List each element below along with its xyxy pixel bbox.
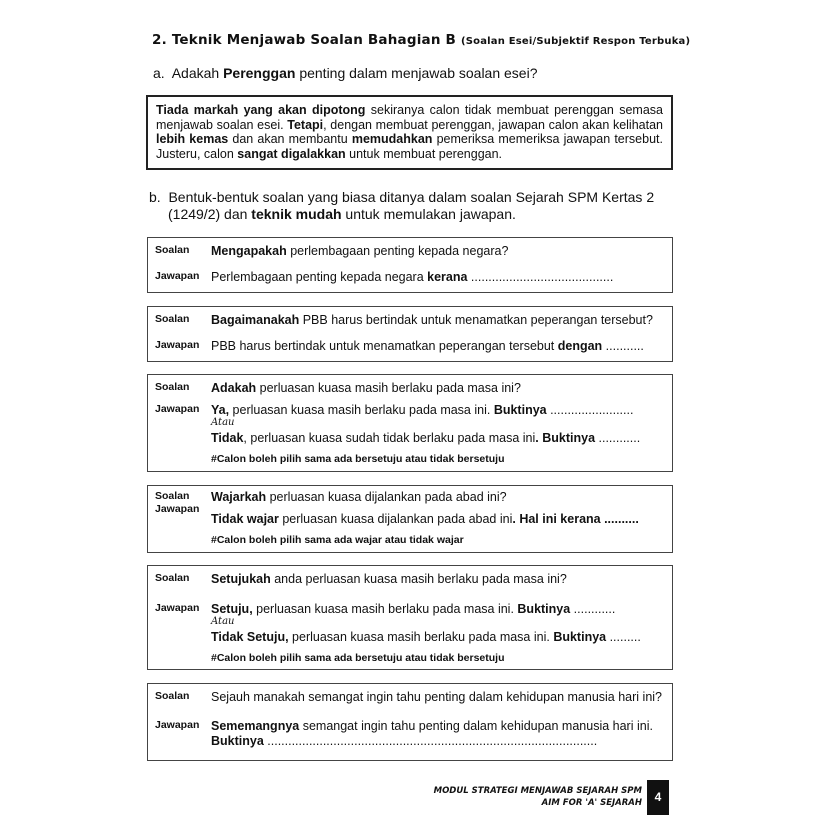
answer-a-s4: , dengan membuat perenggan, jawapan calon akan kelihatan xyxy=(323,117,663,132)
answer-a-s6: dan akan membantu xyxy=(228,132,352,146)
jawapan-label: Jawapan xyxy=(155,339,200,351)
qa-box-4 xyxy=(147,485,673,553)
soalan-label: Soalan xyxy=(155,572,190,584)
a1-dots: ........................ xyxy=(546,403,634,417)
answer-a-s3: Tetapi xyxy=(287,117,324,132)
a2-dots: ............ xyxy=(595,431,641,445)
soalan-label: Soalan xyxy=(155,244,190,256)
answer-text xyxy=(211,270,613,284)
soalan-label: Soalan xyxy=(155,490,190,502)
footer-module-title: MODUL STRATEGI MENJAWAB SEJARAH SPM xyxy=(433,786,642,796)
answer-bold: kerana xyxy=(427,270,468,284)
answer-bold: dengan xyxy=(557,339,603,353)
answer-bold-2: Buktinya xyxy=(211,734,264,748)
qa-box-5 xyxy=(147,565,673,670)
question-rest: perluasan kuasa masih berlaku pada masa ini? xyxy=(256,381,521,395)
question-text xyxy=(211,313,653,327)
question-rest: anda perluasan kuasa masih berlaku pada masa ini? xyxy=(270,572,567,586)
section-heading-main: 2. Teknik Menjawab Soalan Bahagian B xyxy=(152,32,457,48)
part-b-question xyxy=(149,189,654,206)
part-b-l2a: (1249/2) dan xyxy=(168,206,252,222)
answer-text xyxy=(211,339,644,353)
answer-rest: Perlembagaan penting kepada negara xyxy=(211,270,428,284)
soalan-label: Soalan xyxy=(155,381,190,393)
question-text xyxy=(211,572,567,586)
atau-label: Atau xyxy=(211,616,235,627)
part-b-l2b: teknik mudah xyxy=(251,206,342,222)
answer-rest: semangat ingin tahu penting dalam kehidupan manusia hari ini. xyxy=(299,719,653,733)
jawapan-label: Jawapan xyxy=(155,719,200,731)
soalan-label: Soalan xyxy=(155,313,190,325)
question-text xyxy=(211,244,508,258)
answer-a-s1: Tiada markah yang akan dipotong xyxy=(156,103,366,117)
answer-text xyxy=(211,512,639,526)
answer-a-box xyxy=(146,95,673,170)
a2-rest: , perluasan kuasa sudah tidak berlaku pada masa ini xyxy=(243,431,536,445)
soalan-label: Soalan xyxy=(155,690,190,702)
qa-box-6 xyxy=(147,683,673,761)
candidate-note: #Calon boleh pilih sama ada bersetuju atau tidak bersetuju xyxy=(211,652,505,664)
part-b-l2c: untuk memulakan jawapan. xyxy=(341,206,516,222)
part-a-prefix: a. xyxy=(153,65,165,81)
question-text xyxy=(211,490,507,504)
part-a-text-1: Adakah xyxy=(171,65,224,81)
a1-rest: perluasan kuasa masih berlaku pada masa ini. xyxy=(229,403,494,417)
part-a-bold: Perenggan xyxy=(223,65,296,81)
question-rest: perlembagaan penting kepada negara? xyxy=(286,244,509,258)
qa-box-2 xyxy=(147,306,673,362)
footer-tagline: AIM FOR 'A' SEJARAH xyxy=(541,798,642,808)
a1-bold2: Buktinya xyxy=(493,403,547,417)
answer-dots: ........... xyxy=(602,339,644,353)
part-a-question xyxy=(153,65,537,82)
a2-bold2: Buktinya xyxy=(553,630,607,644)
jawapan-label: Jawapan xyxy=(155,503,200,515)
question-bold: Setujukah xyxy=(211,572,271,586)
a2-rest: perluasan kuasa masih berlaku pada masa ini. xyxy=(288,630,554,644)
question-bold: Bagaimanakah xyxy=(211,313,300,327)
answer-a-s5: lebih kemas xyxy=(156,132,229,146)
question-bold: Adakah xyxy=(211,381,257,395)
question-text: Sejauh manakah semangat ingin tahu penting dalam kehidupan manusia hari ini? xyxy=(211,690,663,704)
answer-a-s9: sangat digalakkan xyxy=(237,146,346,161)
part-b-question-line2 xyxy=(168,206,516,223)
jawapan-label: Jawapan xyxy=(155,270,200,282)
a2-bold: Tidak xyxy=(211,431,244,445)
a1-bold: Setuju, xyxy=(211,602,253,616)
answer-a-s7: memudahkan xyxy=(351,132,433,146)
a2-bold2: . Buktinya xyxy=(535,431,596,445)
question-text xyxy=(211,381,521,395)
a1-rest: perluasan kuasa masih berlaku pada masa ini. xyxy=(252,602,518,616)
answer-option-2 xyxy=(211,630,641,644)
answer-option-1 xyxy=(211,403,633,417)
answer-a-s10: untuk membuat perenggan. xyxy=(345,146,503,161)
a1-dots: ............ xyxy=(570,602,616,616)
answer-bold: Sememangnya xyxy=(211,719,300,733)
answer-rest: PBB harus bertindak untuk menamatkan peperangan tersebut xyxy=(211,339,558,353)
answer-text xyxy=(211,719,653,733)
answer-a-s2: sekiranya calon tidak membuat perenggan semasa menjawab soalan esei. xyxy=(156,103,663,132)
answer-option-2 xyxy=(211,431,640,445)
atau-label: Atau xyxy=(211,417,235,428)
jawapan-label: Jawapan xyxy=(155,403,200,415)
jawapan-label: Jawapan xyxy=(155,602,200,614)
part-a-text-2: penting dalam menjawab soalan esei? xyxy=(295,65,538,81)
answer-option-1 xyxy=(211,602,615,616)
candidate-note: #Calon boleh pilih sama ada wajar atau tidak wajar xyxy=(211,534,464,546)
answer-rest: perluasan kuasa dijalankan pada abad ini xyxy=(278,512,513,526)
a2-dots: ......... xyxy=(606,630,641,644)
answer-text-2 xyxy=(211,734,597,748)
qa-box-3 xyxy=(147,374,673,472)
answer-dots: ......................................... xyxy=(467,270,614,284)
part-b-prefix: b. xyxy=(149,189,161,205)
a2-bold: Tidak Setuju, xyxy=(211,630,289,644)
answer-bold: Tidak wajar xyxy=(211,512,279,526)
answer-bold2: . Hal ini kerana .......... xyxy=(512,512,639,526)
question-rest: PBB harus bertindak untuk menamatkan peperangan tersebut? xyxy=(299,313,653,327)
answer-a-paragraph xyxy=(156,103,663,161)
a1-bold2: Buktinya xyxy=(517,602,571,616)
answer-a-s8: pemeriksa memeriksa jawapan tersebut. Justeru, calon xyxy=(156,132,663,161)
section-heading-sub: (Soalan Esei/Subjektif Respon Terbuka) xyxy=(460,36,691,47)
page-number: 4 xyxy=(647,780,669,815)
a1-bold: Ya, xyxy=(211,403,230,417)
question-bold: Mengapakah xyxy=(211,244,287,258)
answer-dots-2: ............................................................................................... xyxy=(263,734,598,748)
section-heading xyxy=(152,32,690,48)
part-b-line1: Bentuk-bentuk soalan yang biasa ditanya dalam soalan Sejarah SPM Kertas 2 xyxy=(168,189,655,205)
candidate-note: #Calon boleh pilih sama ada bersetuju atau tidak bersetuju xyxy=(211,453,505,465)
question-bold: Wajarkah xyxy=(211,490,267,504)
question-rest: perluasan kuasa dijalankan pada abad ini? xyxy=(266,490,507,504)
qa-box-1 xyxy=(147,237,673,293)
